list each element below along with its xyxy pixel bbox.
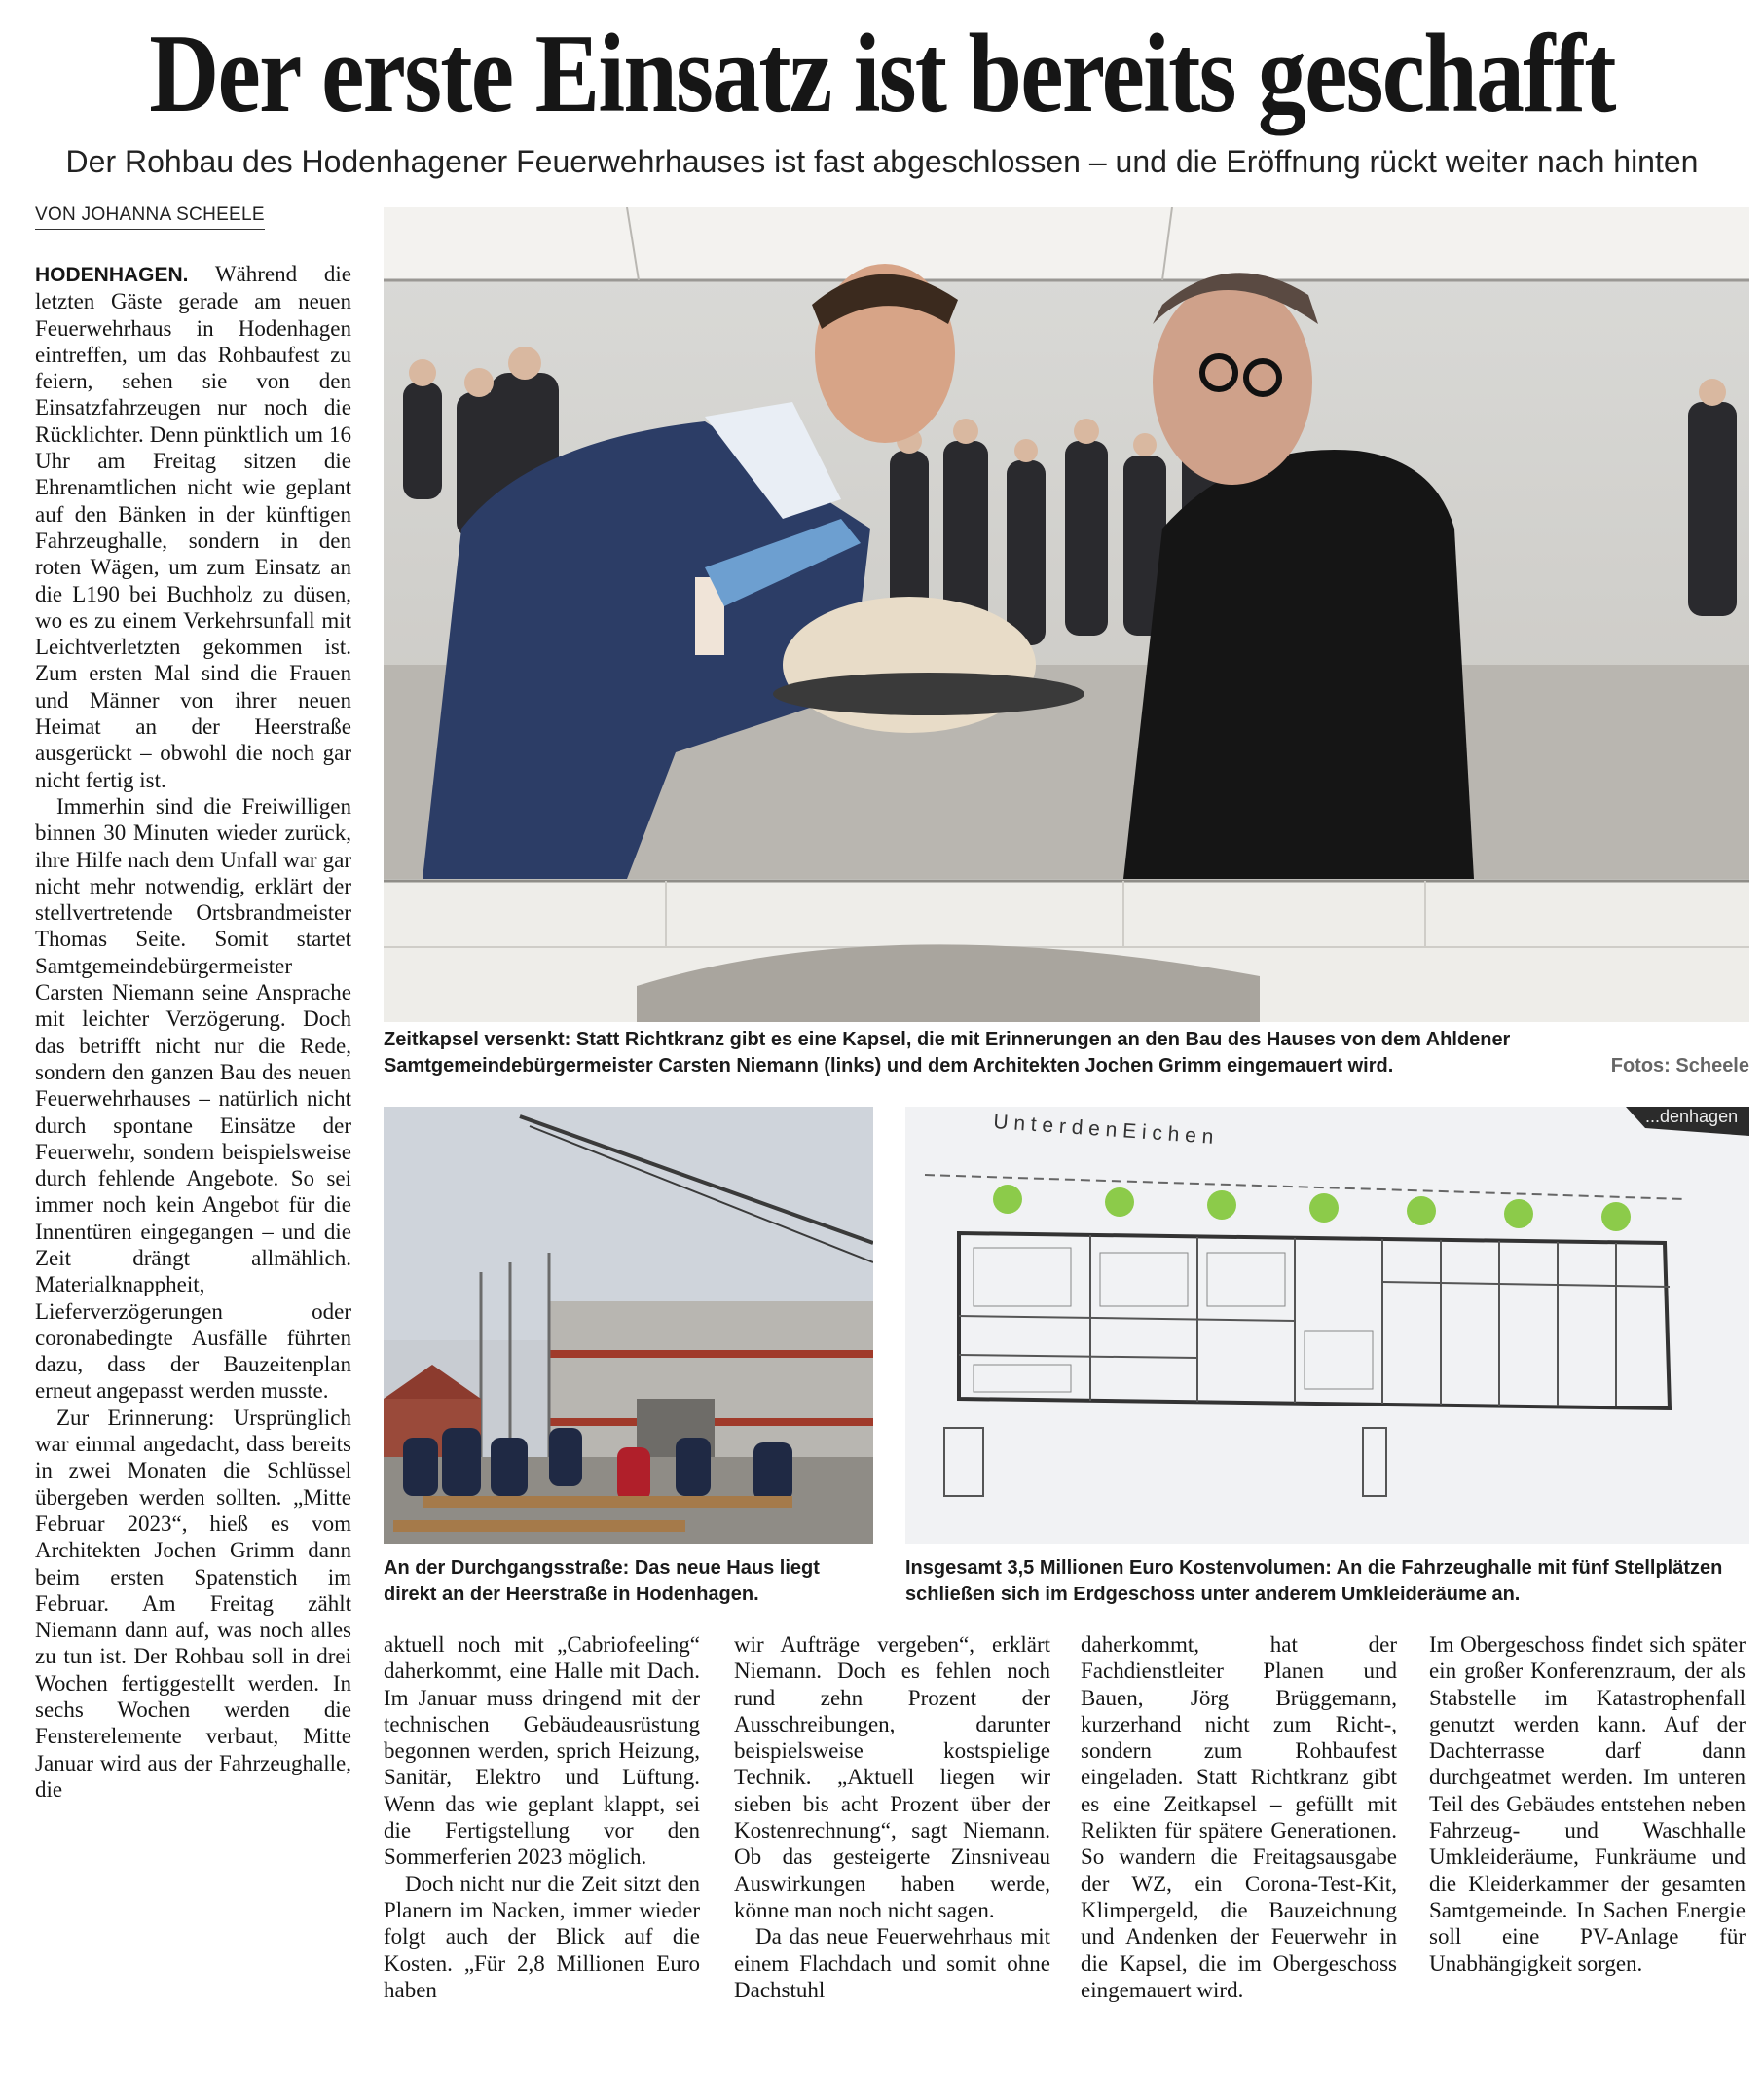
plan-street-label: U n t e r d e n E i c h e n bbox=[992, 1111, 1215, 1149]
article-paragraph: Im Obergeschoss findet sich später ein großer Konferenzraum, der als Stabstelle im Katastrophenfall genutzt werden kann. Auf der Dachterrasse darf dann durchgeatmet werden. Im unteren Teil des Gebäudes entstehen neben Fahrzeug- und Waschhalle Umkleideräume, Funkräume und die Kleiderkammer der gesamten Samtgemeinde. In Sachen Energie soll eine PV-Anlage für Unabhängigkeit sorgen. bbox=[1429, 1632, 1746, 1976]
caption-text: Zeitkapsel versenkt: Statt Richtkranz gibt es eine Kapsel, die mit Erinnerungen an den Bau des Hauses von dem Ahldener Samtgemeindebürgermeister Carsten Niemann (links) und dem Architekten Jochen Grimm eingemauert wird. bbox=[384, 1029, 1511, 1077]
subtitle: Der Rohbau des Hodenhagener Feuerwehrhauses ist fast abgeschlossen – und die Eröffnung rückt weiter nach hinten bbox=[65, 144, 1699, 179]
article-paragraph: aktuell noch mit „Cabriofeeling“ daherkommt, eine Halle mit Dach. Im Januar muss dringend mit der technischen Gebäudeausrüstung begonnen werden, sprich Heizung, Sanitär, Elektro und Lüftung. Wenn das wie geplant klappt, sei die Fertigstellung vor den Sommerferien 2023 möglich. bbox=[384, 1632, 700, 1870]
main-photo-image bbox=[384, 207, 1749, 1022]
headline: Der erste Einsatz ist bereits geschafft bbox=[149, 12, 1615, 136]
article-paragraph: Da das neue Feuerwehrhaus mit einem Flachdach und somit ohne Dachstuhl bbox=[734, 1924, 1050, 2002]
article-paragraph: Zur Erinnerung: Ursprünglich war einmal angedacht, dass bereits in zwei Monaten die Schlüssel übergeben werden sollten. „Mitte Februar 2023“, hieß es vom Architekten Jochen Grimm dann beim ersten Spatenstich im Februar. Am Freitag zählt Niemann dann auf, was noch alles zu tun ist. Der Rohbau soll in drei Wochen fertiggestellt werden. In sechs Wochen werden die Fensterelemente verbaut, Mitte Januar wird aus der Fahrzeughalle, die bbox=[35, 1405, 351, 1802]
site-photo-caption: An der Durchgangsstraße: Das neue Haus liegt direkt an der Heerstraße in Hodenhagen. bbox=[384, 1557, 820, 1605]
article-paragraph: daherkommt, hat der Fachdienstleiter Planen und Bauen, Jörg Brüggemann, kurzerhand nicht zum Richt-, sondern zum Rohbaufest eingeladen. Statt Richtkranz gibt es eine Zeitkapsel – gefüllt mit Relikten für spätere Generationen. So wandern die Freitagsausgabe der WZ, ein Corona-Test-Kit, Klimpergeld, die Bauzeichnung und Andenken der Feuerwehr in die Kapsel, die im Obergeschoss eingemauert wird. bbox=[1081, 1632, 1397, 2002]
byline: VON JOHANNA SCHEELE bbox=[35, 204, 265, 230]
article-paragraph: wir Aufträge vergeben“, erklärt Niemann. Doch es fehlen noch rund zehn Prozent der Ausschreibungen, darunter beispielsweise kostspielige Technik. „Aktuell liegen wir sieben bis acht Prozent über der Kostenrechnung“, sagt Niemann. Ob das gesteigerte Zinsniveau Auswirkungen haben werde, könne man noch nicht sagen. bbox=[734, 1632, 1050, 1922]
dateline: HODENHAGEN. bbox=[35, 264, 189, 286]
plan-corner-label: ...denhagen bbox=[1645, 1107, 1739, 1126]
article-paragraph bbox=[35, 261, 351, 793]
floor-plan-image bbox=[905, 1107, 1749, 1544]
site-photo-image bbox=[384, 1107, 873, 1544]
article-column-1 bbox=[35, 261, 351, 2081]
floor-plan-caption: Insgesamt 3,5 Millionen Euro Kostenvolumen: An die Fahrzeughalle mit fünf Stellplätzen schließen sich im Erdgeschoss unter anderem Umkleideräume an. bbox=[905, 1557, 1723, 1605]
paragraph-text: Während die letzten Gäste gerade am neuen Feuerwehrhaus in Hodenhagen eintreffen, um das Rohbaufest zu feiern, sehen sie von den Einsatzfahrzeugen nur noch die Rücklichter. Denn pünktlich um 16 Uhr am Freitag sitzen die Ehrenamtlichen nicht wie geplant auf den Bänken in der künftigen Fahrzeughalle, sondern in den roten Wägen, um zum Einsatz an die L190 bei Buchholz zu düsen, wo es zu einem Verkehrsunfall mit Leichtverletzten gekommen ist. Zum ersten Mal sind die Frauen und Männer von ihrer neuen Heimat an der Heerstraße ausgerückt – obwohl die noch gar nicht fertig ist. bbox=[35, 262, 351, 792]
main-photo bbox=[384, 207, 1749, 1022]
article-column-4 bbox=[1081, 1631, 1397, 2081]
article-paragraph: Doch nicht nur die Zeit sitzt den Planern im Nacken, immer wieder folgt auch der Blick auf die Kosten. „Für 2,8 Millionen Euro haben bbox=[384, 1871, 700, 2002]
photo-credit: Fotos: Scheele bbox=[1610, 1055, 1749, 1077]
main-photo-caption bbox=[384, 1027, 1749, 1079]
article-column-2 bbox=[384, 1631, 700, 2081]
article-column-5 bbox=[1429, 1631, 1746, 2081]
article-column-3 bbox=[734, 1631, 1050, 2081]
site-photo bbox=[384, 1107, 873, 1544]
floor-plan-photo bbox=[905, 1107, 1749, 1544]
article-paragraph: Immerhin sind die Freiwilligen binnen 30 Minuten wieder zurück, ihre Hilfe nach dem Unfall war gar nicht mehr notwendig, erklärt der stellvertretende Ortsbrandmeister Thomas Seite. Somit startet Samtgemeindebürgermeister Carsten Niemann seine Ansprache mit leichter Verzögerung. Doch das betrifft nicht nur die Rede, sondern den ganzen Bau des neuen Feuerwehrhauses – natürlich nicht durch spontane Einsätze der Feuerwehr, sondern beispielsweise durch fehlende Angebote. So sei immer noch kein Angebot für die Innentüren eingegangen – und die Zeit drängt allmählich. Materialknappheit, Lieferverzögerungen oder coronabedingte Ausfälle führten dazu, dass der Bauzeitenplan erneut angepasst werden musste. bbox=[35, 793, 351, 1404]
